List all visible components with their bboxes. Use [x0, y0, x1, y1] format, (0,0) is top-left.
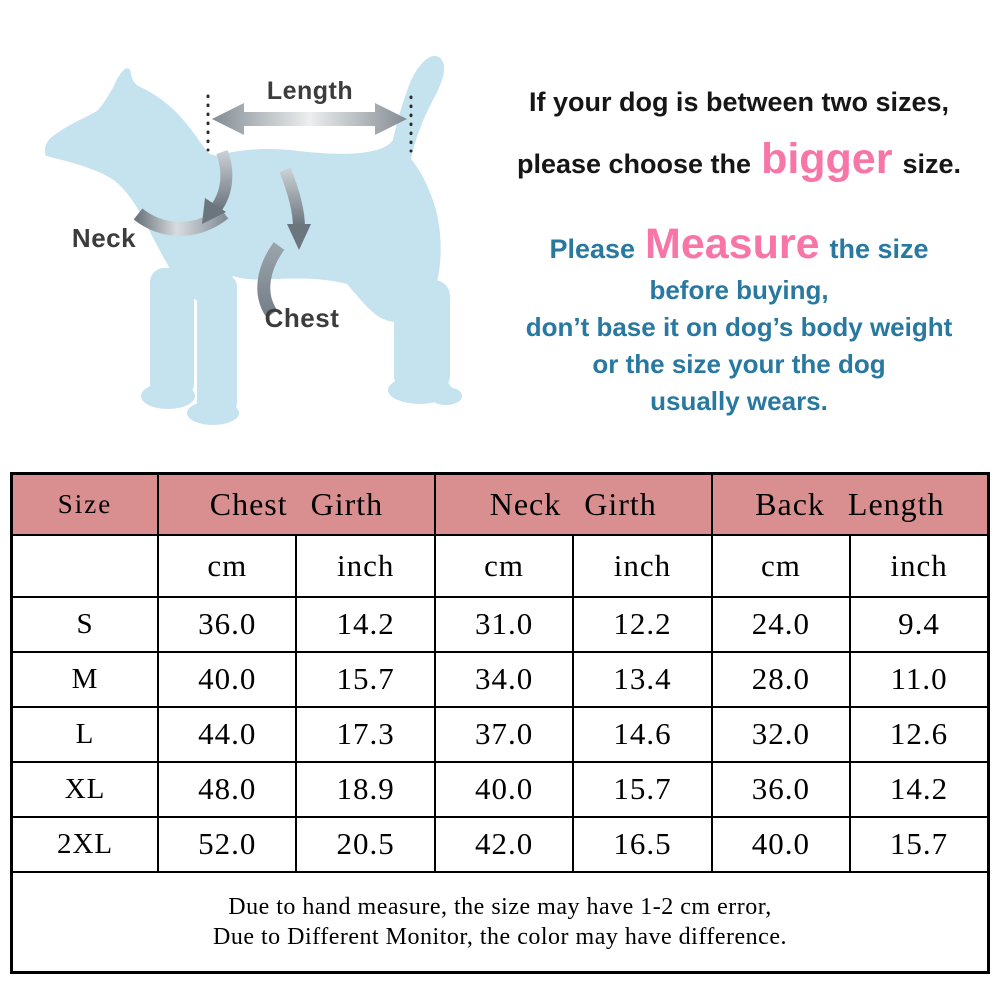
measure-line-suffix: the size: [829, 234, 929, 264]
unit-cell: cm: [712, 535, 850, 597]
unit-cell: inch: [850, 535, 988, 597]
table-row-xl: [12, 762, 989, 817]
col-header-neck-girth: Neck Girth: [435, 474, 712, 535]
advice-section: [478, 76, 1000, 420]
value-cell: 40.0: [158, 652, 296, 707]
measure-highlight: Measure: [645, 220, 820, 268]
value-cell: 11.0: [850, 652, 988, 707]
value-cell: 40.0: [712, 817, 850, 872]
advice-line-4: before buying,: [649, 275, 829, 305]
value-cell: 15.7: [296, 652, 434, 707]
size-cell: M: [12, 652, 159, 707]
value-cell: 48.0: [158, 762, 296, 817]
table-row-l: [12, 707, 989, 762]
value-cell: 40.0: [435, 762, 573, 817]
table-row-m: [12, 652, 989, 707]
bigger-highlight: bigger: [761, 135, 893, 183]
value-cell: 52.0: [158, 817, 296, 872]
table-header-row: [12, 474, 989, 535]
length-label: Length: [266, 77, 354, 105]
col-header-back-length: Back Length: [712, 474, 989, 535]
value-cell: 44.0: [158, 707, 296, 762]
size-chart-table: [10, 472, 990, 974]
value-cell: 42.0: [435, 817, 573, 872]
value-cell: 20.5: [296, 817, 434, 872]
value-cell: 37.0: [435, 707, 573, 762]
dog-rear-leg: [394, 280, 450, 392]
unit-spacer-cell: [12, 535, 159, 597]
value-cell: 36.0: [158, 597, 296, 652]
neck-label: Neck: [71, 223, 137, 253]
value-cell: 31.0: [435, 597, 573, 652]
unit-cell: cm: [158, 535, 296, 597]
unit-cell: cm: [435, 535, 573, 597]
chest-label: Chest: [264, 303, 340, 333]
value-cell: 16.5: [573, 817, 711, 872]
dog-front-paw-2: [187, 401, 239, 425]
size-cell: S: [12, 597, 159, 652]
size-cell: L: [12, 707, 159, 762]
advice-line-7: usually wears.: [650, 386, 828, 416]
dog-body: [45, 56, 444, 322]
advice-line-2-prefix: please choose the: [516, 149, 752, 179]
value-cell: 12.2: [573, 597, 711, 652]
advice-line-1: If your dog is between two sizes,: [528, 87, 950, 117]
value-cell: 9.4: [850, 597, 988, 652]
value-cell: 36.0: [712, 762, 850, 817]
size-cell: XL: [12, 762, 159, 817]
value-cell: 14.2: [296, 597, 434, 652]
value-cell: 15.7: [573, 762, 711, 817]
dog-front-paw: [141, 383, 195, 409]
unit-cell: inch: [296, 535, 434, 597]
value-cell: 24.0: [712, 597, 850, 652]
dog-front-leg: [150, 268, 194, 398]
value-cell: 32.0: [712, 707, 850, 762]
value-cell: 12.6: [850, 707, 988, 762]
value-cell: 14.2: [850, 762, 988, 817]
advice-line-5: don’t base it on dog’s body weight: [525, 312, 953, 342]
length-arrow-icon: [212, 103, 407, 135]
col-header-chest-girth: Chest Girth: [158, 474, 435, 535]
advice-line-2-suffix: size.: [902, 149, 962, 179]
dog-front-leg-2: [197, 274, 237, 416]
measure-line-prefix: Please: [549, 234, 636, 264]
table-row-2xl: [12, 817, 989, 872]
note-line-2: Due to Different Monitor, the color may have difference.: [213, 923, 787, 950]
advice-line-2: [478, 128, 1000, 190]
value-cell: 14.6: [573, 707, 711, 762]
value-cell: 34.0: [435, 652, 573, 707]
value-cell: 18.9: [296, 762, 434, 817]
advice-line-6: or the size your the dog: [592, 349, 886, 379]
note-cell: [12, 872, 989, 973]
table-row-s: [12, 597, 989, 652]
value-cell: 17.3: [296, 707, 434, 762]
value-cell: 13.4: [573, 652, 711, 707]
unit-cell: inch: [573, 535, 711, 597]
measure-line: [478, 216, 1000, 272]
table-note-row: [12, 872, 989, 973]
table-units-row: [12, 535, 989, 597]
dog-rear-paw-2: [430, 387, 462, 405]
value-cell: 28.0: [712, 652, 850, 707]
dog-measurement-diagram: [0, 0, 500, 460]
note-line-1: Due to hand measure, the size may have 1-2 cm error,: [228, 893, 772, 920]
col-header-size: Size: [12, 474, 159, 535]
size-cell: 2XL: [12, 817, 159, 872]
value-cell: 15.7: [850, 817, 988, 872]
